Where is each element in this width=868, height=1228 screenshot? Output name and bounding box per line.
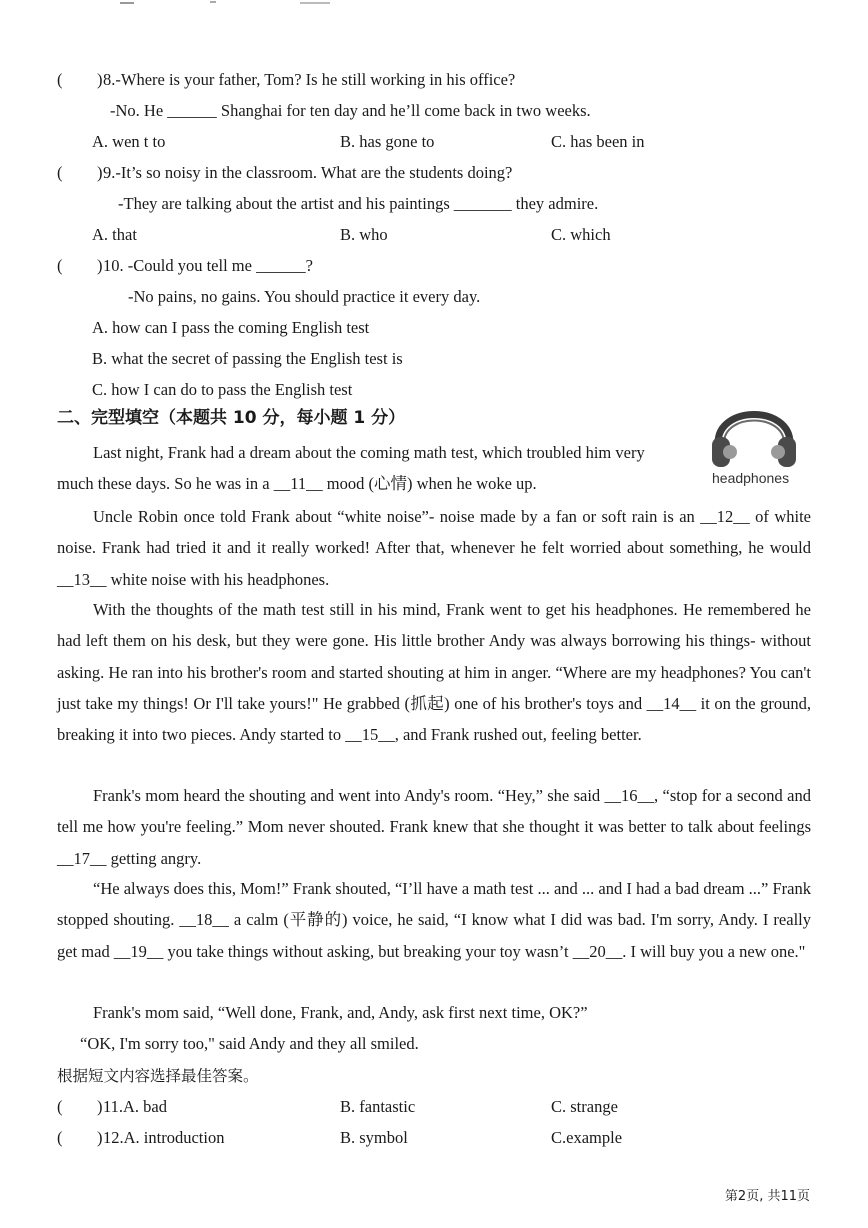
passage-line: Frank's mom said, “Well done, Frank, and, Andy, ask first next time, OK?”	[93, 1003, 588, 1022]
passage-line: much these days. So he was in a __11__ mood (心情) when he woke up.	[57, 474, 537, 493]
section-heading: 二、完型填空（本题共 10 分，每小题 1 分）	[57, 408, 406, 428]
headphones-caption: headphones	[712, 470, 790, 486]
answer-bracket-close: )	[97, 1128, 103, 1147]
answer-bracket-close: )	[97, 256, 103, 275]
scan-specks	[0, 0, 868, 10]
question-11-option-c: C. strange	[551, 1097, 618, 1116]
question-11-option-a: 11.A. bad	[103, 1097, 168, 1116]
question-9-option-c: C. which	[551, 225, 611, 244]
question-9-option-a: A. that	[92, 225, 137, 244]
answer-bracket-open: (	[57, 70, 63, 89]
question-10-option-c: C. how I can do to pass the English test	[92, 380, 353, 399]
question-9-reply: -They are talking about the artist and his paintings _______ they admire.	[118, 194, 599, 213]
question-8-option-b: B. has gone to	[340, 132, 435, 151]
question-9-option-b: B. who	[340, 225, 388, 244]
answer-bracket-open: (	[57, 1128, 63, 1147]
answer-bracket-open: (	[57, 256, 63, 275]
question-10-stem: 10. -Could you tell me ______?	[103, 256, 313, 275]
instruction: 根据短文内容选择最佳答案。	[57, 1067, 259, 1085]
question-8-stem: 8.-Where is your father, Tom? Is he still working in his office?	[103, 70, 516, 89]
question-8-reply: -No. He ______ Shanghai for ten day and he’ll come back in two weeks.	[110, 101, 591, 120]
question-8-option-a: A. wen t to	[92, 132, 166, 151]
question-8-option-c: C. has been in	[551, 132, 645, 151]
passage-line: “OK, I'm sorry too," said Andy and they all smiled.	[80, 1034, 419, 1053]
question-11-option-b: B. fantastic	[340, 1097, 416, 1116]
page-number: 第2页, 共11页	[724, 1189, 810, 1204]
question-12-option-b: B. symbol	[340, 1128, 408, 1147]
passage-paragraph: With the thoughts of the math test still in his mind, Frank went to get his headphones. He remembered he had left them on his desk, but they were gone. His little brother Andy was always borrowing his things- without asking. He ran into his brother's room and started shouting at him in anger. “Where are my headphones? You can't just take my things! Or I'll take yours!" He grabbed (抓起) one of his brother's toys and __14__ it on the ground, breaking it into two pieces. Andy started to __15__, and Frank rushed out, feeling better.	[57, 600, 811, 745]
answer-bracket-open: (	[57, 163, 63, 182]
question-10-option-a: A. how can I pass the coming English test	[92, 318, 370, 337]
question-12-option-c: C.example	[551, 1128, 623, 1147]
passage-line: Last night, Frank had a dream about the coming math test, which troubled him very	[93, 443, 645, 462]
passage-paragraph: Frank's mom heard the shouting and went into Andy's room. “Hey,” she said __16__, “stop for a second and tell me how you're feeling.” Mom never shouted. Frank knew that she thought it was better to talk about feelings __17__ getting angry.	[57, 786, 811, 868]
answer-bracket-close: )	[97, 70, 103, 89]
answer-bracket-close: )	[97, 163, 103, 182]
answer-bracket-open: (	[57, 1097, 63, 1116]
answer-bracket-close: )	[97, 1097, 103, 1116]
passage-paragraph: “He always does this, Mom!” Frank shouted, “I’ll have a math test ... and ... and I had a bad dream ...” Frank stopped shouting. __18__ a calm (平静的) voice, he said, “I know what I did was bad. I'm sorry, Andy. I really get mad __19__ you take things without asking, but breaking your toy wasn’t __20__. I will buy you a new one."	[57, 879, 811, 961]
question-9-stem: 9.-It’s so noisy in the classroom. What are the students doing?	[103, 163, 513, 182]
passage-paragraph: Uncle Robin once told Frank about “white noise”- noise made by a fan or soft rain is an __12__ of white noise. Frank had tried it and it really worked! After that, whenever he felt worried about something, he would __13__ white noise with his headphones.	[57, 507, 811, 589]
question-10-option-b: B. what the secret of passing the English test is	[92, 349, 403, 368]
question-10-reply: -No pains, no gains. You should practice it every day.	[128, 287, 481, 306]
question-12-option-a: 12.A. introduction	[103, 1128, 225, 1147]
